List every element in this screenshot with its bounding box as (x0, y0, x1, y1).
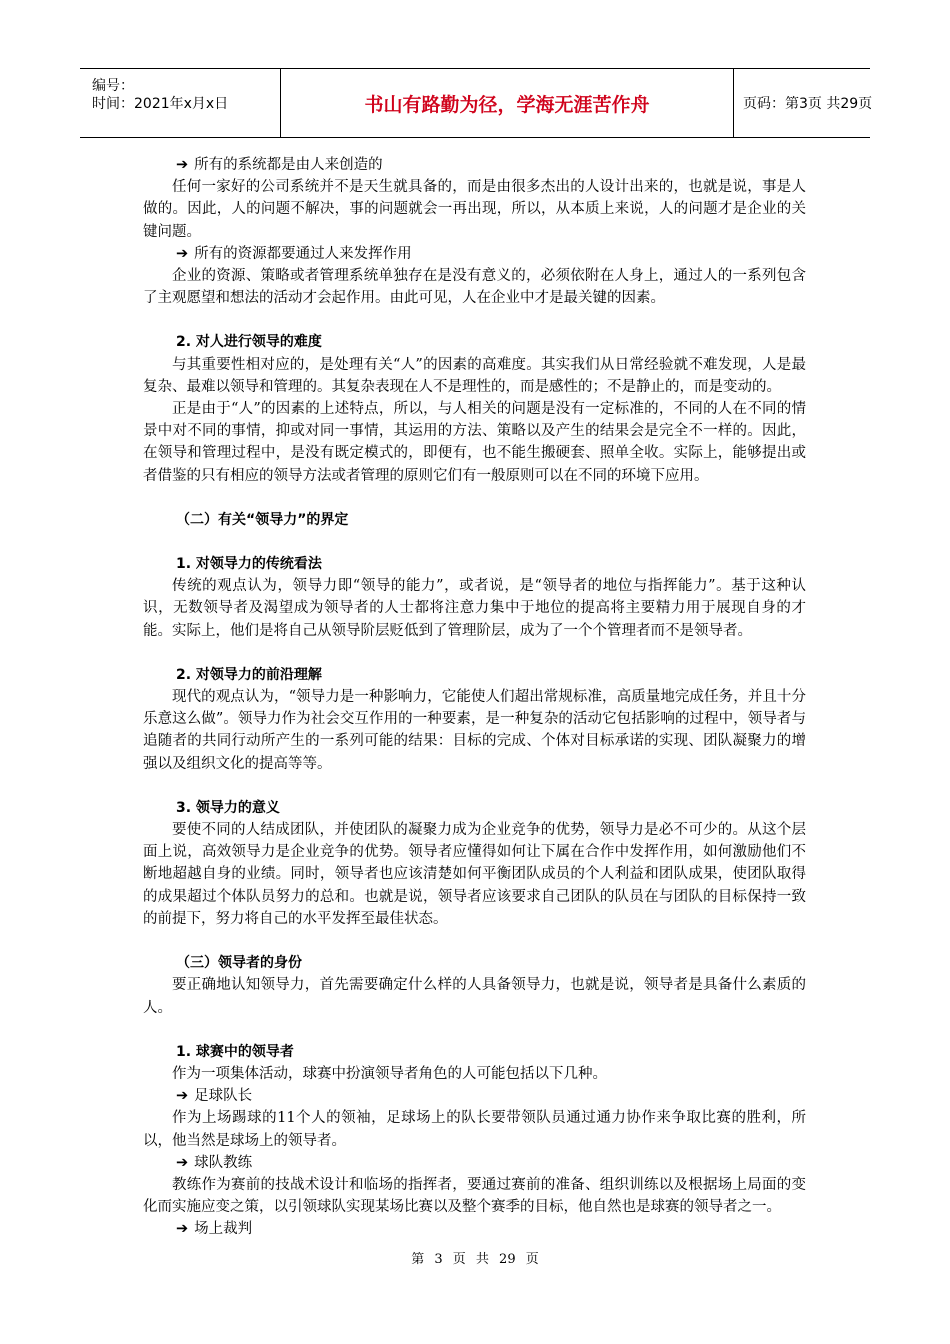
bullet-item: ➔ 足球队长 (176, 1088, 253, 1105)
page-footer: 第 3 页 共 29 页 (411, 1252, 539, 1267)
bullet-item: ➔ 场上裁判 (176, 1221, 253, 1238)
header-meta (80, 69, 280, 137)
paragraph: 教练作为赛前的技战术设计和临场的指挥者，要通过赛前的准备、组织训练以及根据场上局面的变化而实施应变之策，以引领球队实现某场比赛以及整个赛季的目标，他自然也是球赛的领导者之一。 (143, 1176, 806, 1216)
header-motto: 书山有路勤为径，学海无涯苦作舟 (280, 69, 734, 137)
paragraph: 现代的观点认为，“领导力是一种影响力，它能使人们超出常规标准，高质量地完成任务，并且十分乐意这么做”。领导力作为社会交互作用的一种要素，是一种复杂的活动它包括影响的过程中，领导者与追随者的共同行动所产生的一系列可能的结果：目标的完成、个体对目标承诺的实现、团队凝聚力的增强以及组织文化的提高等等。 (143, 689, 806, 772)
subsection-heading: 2. 对人进行领导的难度 (176, 334, 322, 351)
doc-time-label: 时间：2021年x月x日 (92, 96, 229, 112)
paragraph: 与其重要性相对应的，是处理有关“人”的因素的高难度。其实我们从日常经验就不难发现，人是最复杂、最难以领导和管理的。其复杂表现在人不是理性的，而是感性的；不是静止的，而是变动的。 (143, 356, 806, 395)
arrow-icon: ➔ (176, 1221, 189, 1238)
paragraph: 任何一家好的公司系统并不是天生就具备的，而是由很多杰出的人设计出来的，也就是说，事是人做的。因此，人的问题不解决，事的问题就会一再出现，所以，从本质上来说，人的问题才是企业的关键问题。 (143, 179, 806, 240)
header-page-code: 页码：第3页 共29页 (743, 96, 873, 112)
subsection-heading: 2. 对领导力的前沿理解 (176, 666, 322, 683)
arrow-icon: ➔ (176, 1088, 189, 1105)
arrow-icon: ➔ (176, 157, 189, 173)
section-heading: （二）有关“领导力”的界定 (176, 511, 349, 528)
paragraph: 作为上场踢球的11个人的领袖，足球场上的队长要带领队员通过通力协作来争取比赛的胜利，所以，他当然是球场上的领导者。 (143, 1110, 806, 1149)
paragraph: 作为一项集体活动，球赛中扮演领导者角色的人可能包括以下几种。 (172, 1065, 607, 1082)
arrow-icon: ➔ (176, 1154, 189, 1171)
paragraph: 要使不同的人结成团队，并使团队的凝聚力成为企业竞争的优势，领导力是必不可少的。从这个层面上说，高效领导力是企业竞争的优势。领导者应懂得如何让下属在合作中发挥作用，如何激励他们不断地超越自身的业绩。同时，领导者也应该清楚如何平衡团队成员的个人利益和团队成果，使团队取得的成果超过个体队员努力的总和。也就是说，领导者应该要求自己团队的队员在与团队的目标保持一致的前提下，努力将自己的水平发挥至最佳状态。 (143, 822, 806, 927)
paragraph: 传统的观点认为，领导力即“领导的能力”，或者说，是“领导者的地位与指挥能力”。基于这种认识，无数领导者及渴望成为领导者的人士都将注意力集中于地位的提高将主要精力用于展现自身的才能。实际上，他们是将自己从领导阶层贬低到了管理阶层，成为了一个个管理者而不是领导者。 (143, 578, 806, 639)
paragraph: 要正确地认知领导力，首先需要确定什么样的人具备领导力，也就是说，领导者是具备什么素质的人。 (143, 977, 806, 1016)
bullet-item: ➔ 球队教练 (176, 1154, 253, 1171)
section-heading: （三）领导者的身份 (176, 955, 302, 972)
subsection-heading: 1. 球赛中的领导者 (176, 1043, 294, 1060)
subsection-heading: 3. 领导力的意义 (176, 799, 280, 816)
arrow-icon: ➔ (176, 245, 189, 262)
paragraph: 正是由于“人”的因素的上述特点，所以，与人相关的问题是没有一定标准的，不同的人在不同的情景中对不同的事情，抑或对同一事情，其运用的方法、策略以及产生的结果会是完全不一样的。因此，在领导和管理过程中，是没有既定模式的，即便有，也不能生搬硬套、照单全收。实际上，能够提出或者借鉴的只有相应的领导方法或者管理的原则它们有一般原则可以在不同的环境下应用。 (143, 401, 806, 484)
bullet-item: ➔ 所有的资源都要通过人来发挥作用 (176, 245, 412, 262)
doc-number-label: 编号： (92, 78, 134, 94)
paragraph: 企业的资源、策略或者管理系统单独存在是没有意义的，必须依附在人身上，通过人的一系列包含了主观愿望和想法的活动才会起作用。由此可见，人在企业中才是最关键的因素。 (143, 268, 806, 307)
page-header (80, 68, 873, 138)
document-body (143, 154, 806, 1241)
subsection-heading: 1. 对领导力的传统看法 (176, 556, 322, 573)
bullet-item: ➔ 所有的系统都是由人来创造的 (176, 157, 383, 173)
